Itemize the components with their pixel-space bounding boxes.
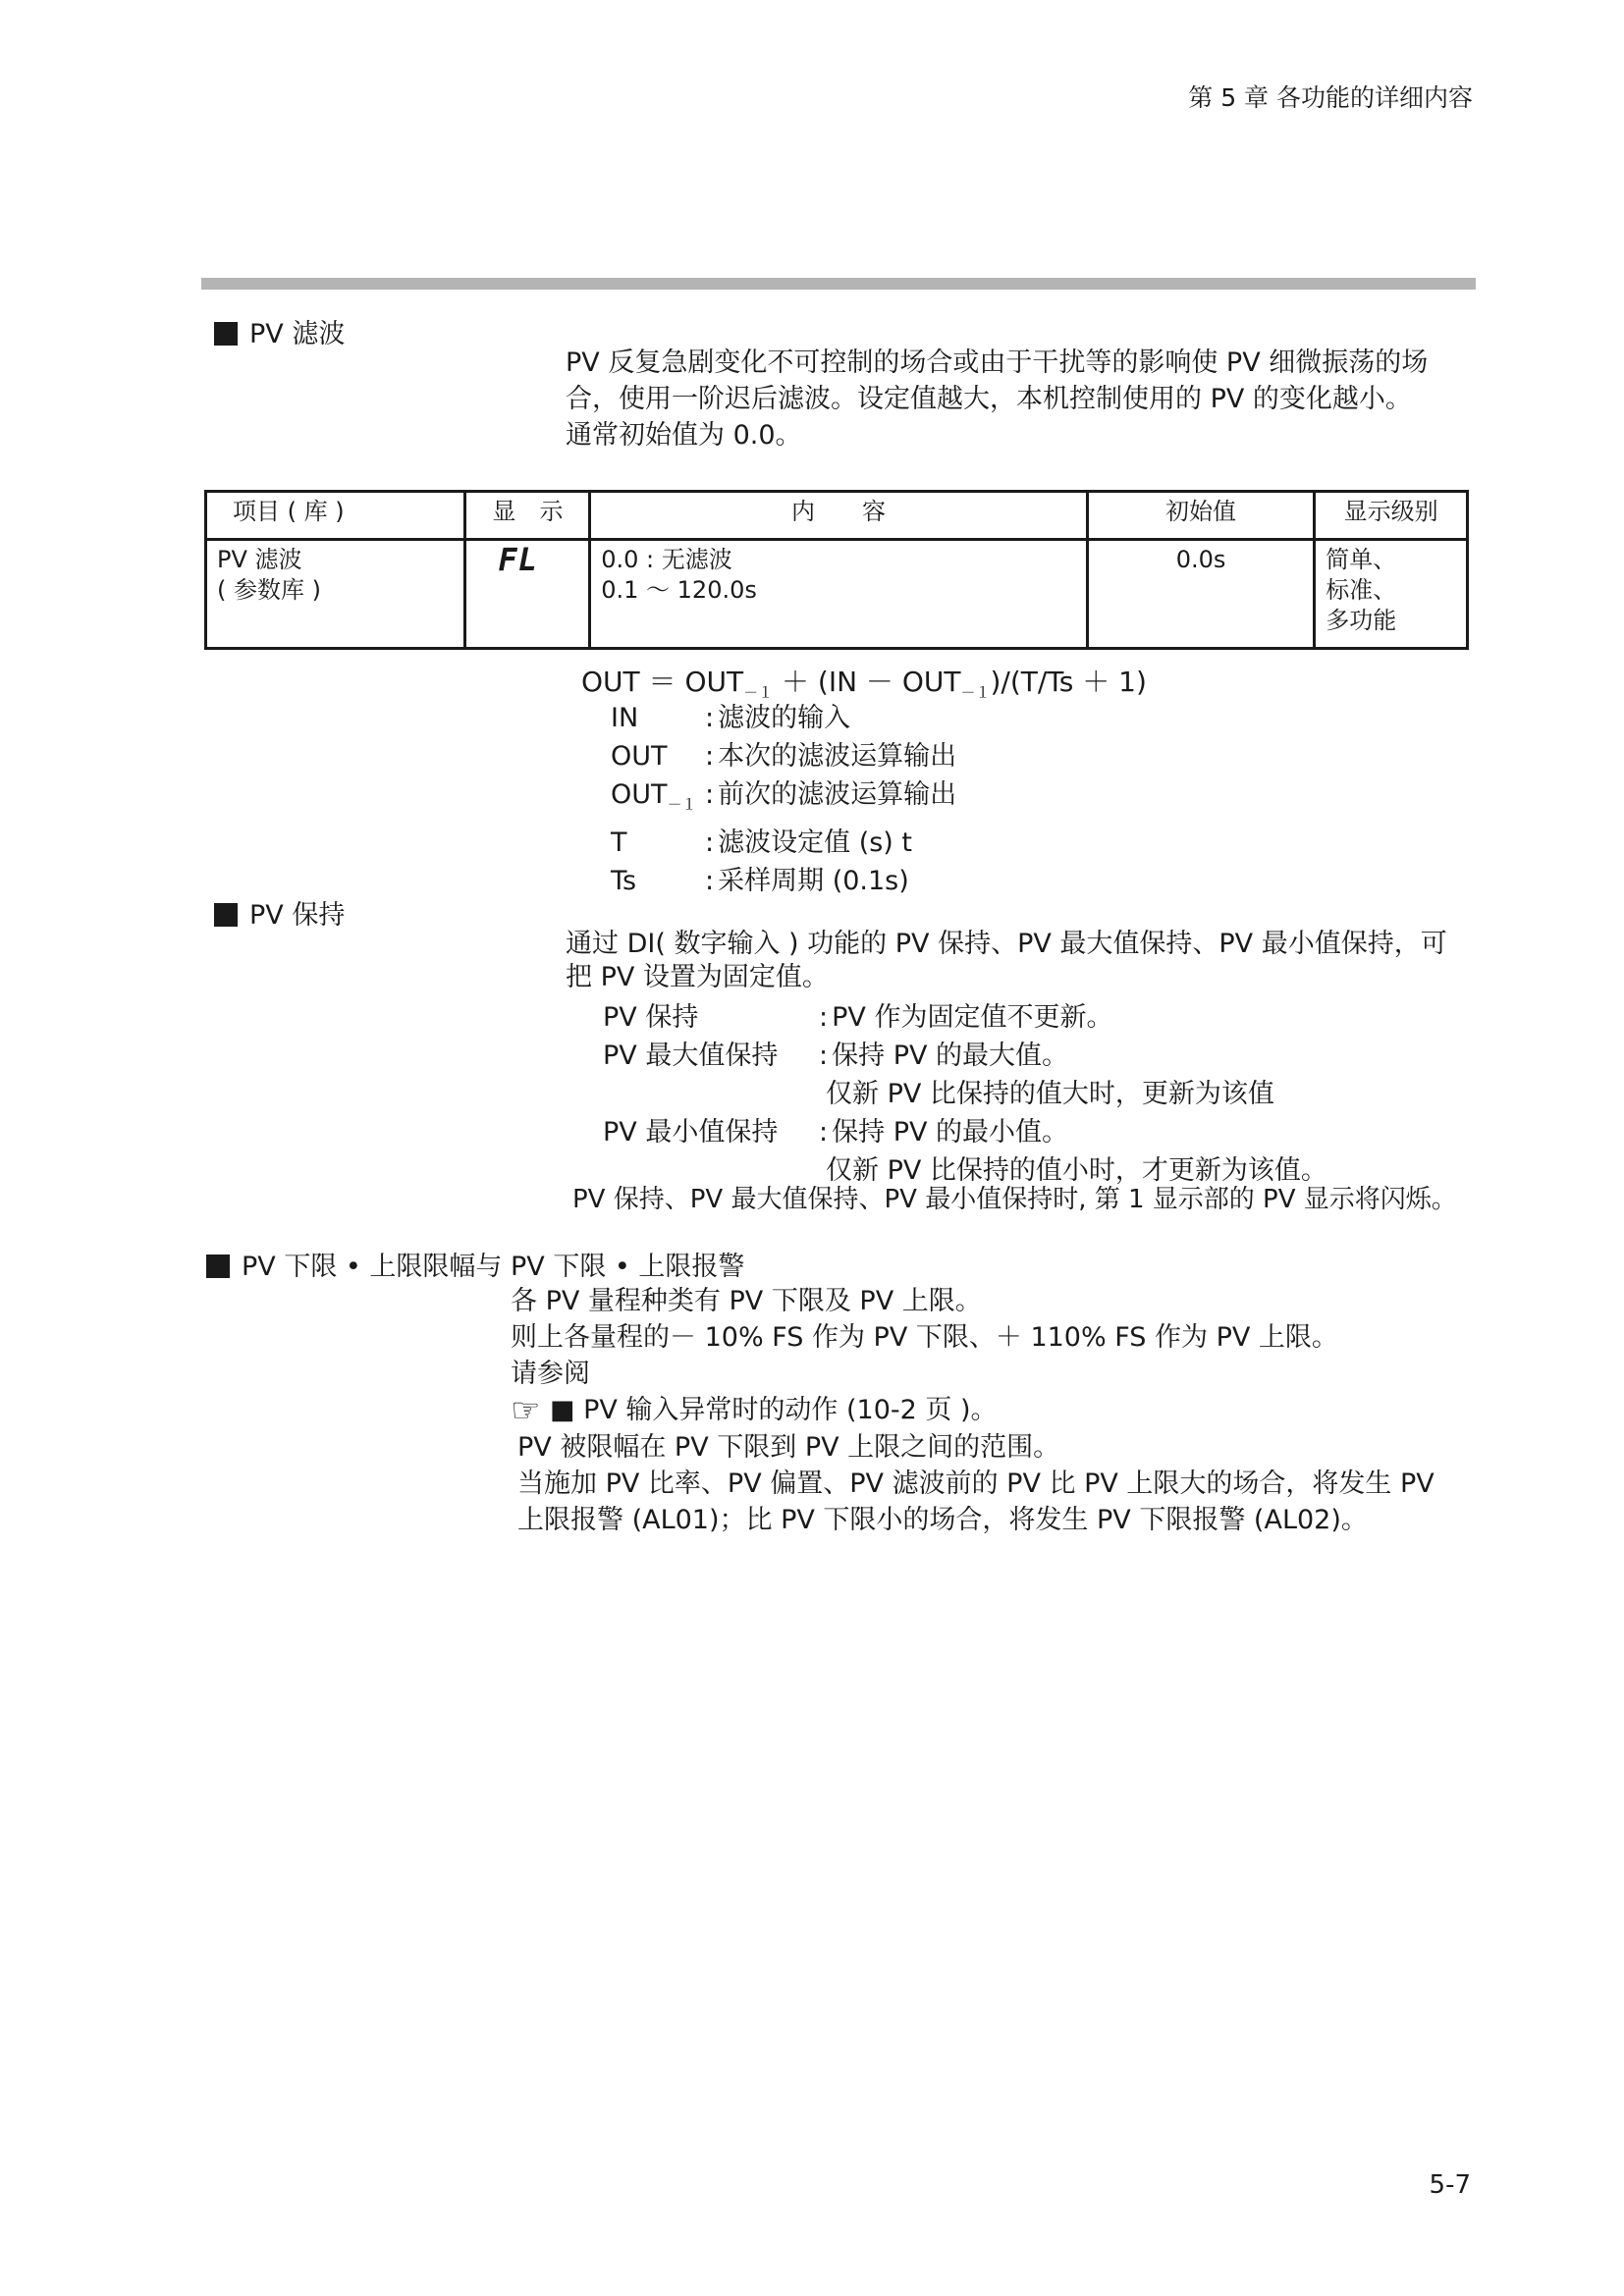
list-item: PV 最小值保持 : 保持 PV 的最小值。 — [603, 1117, 1069, 1148]
section-heading-pv-limit: PV 下限 • 上限限幅与 PV 下限 • 上限报警 — [206, 1245, 744, 1283]
list-item: PV 保持 : PV 作为固定值不更新。 — [603, 1002, 1113, 1033]
header-content: 内 容 — [590, 492, 1088, 540]
header-item: 项目 ( 库 ) — [206, 492, 465, 540]
cell-item: PV 滤波 ( 参数库 ) — [206, 540, 465, 649]
header-display: 显 示 — [465, 492, 590, 540]
cross-reference: ☞ ■ PV 输入异常时的动作 (10-2 页 )。 — [511, 1391, 998, 1430]
header-initial: 初始值 — [1087, 492, 1314, 540]
pv-filter-intro: PV 反复急剧变化不可控制的场合或由于干扰等的影响使 PV 细微振荡的场 合，使用一阶迟后滤波。设定值越大，本机控制使用的 PV 的变化越小。 通常初始值为 0.0。 — [566, 347, 1429, 451]
definition-row: T : 滤波设定值 (s) t — [611, 828, 912, 859]
pointing-hand-icon: ☞ — [511, 1391, 541, 1430]
definition-row: IN : 滤波的输入 — [611, 703, 851, 733]
list-item: PV 最大值保持 : 保持 PV 的最大值。 — [603, 1041, 1069, 1071]
page-number: 5-7 — [1429, 2170, 1471, 2200]
section-heading-pv-filter: PV 滤波 — [214, 312, 345, 350]
section-heading-pv-hold: PV 保持 — [214, 893, 345, 932]
table-header-row — [206, 492, 1468, 540]
section-divider — [201, 278, 1476, 290]
pv-limit-text: 各 PV 量程种类有 PV 下限及 PV 上限。 则上各量程的－ 10% FS 作为 PV 下限、＋ 110% FS 作为 PV 上限。 请参阅 ☞ ■ PV 输入异常时的动作 (10-2 页 )。 PV 被限幅在 PV 下限到 PV 上限之间的范围。 当施加 PV 比率、PV 偏置、PV 滤波前的 PV 比 PV 上限大的场合，将发生 PV 上限报警 (AL01)；比 PV 下限小的场合，将发生 PV 下限报警 (AL02)。 — [511, 1286, 1435, 1535]
square-bullet-icon — [206, 1255, 230, 1278]
pv-hold-note: PV 保持、PV 最大值保持、PV 最小值保持时, 第 1 显示部的 PV 显示将闪烁。 — [572, 1185, 1457, 1214]
definition-row: $OUT_{-1}$ : 前次的滤波运算输出 — [611, 779, 957, 814]
pv-filter-table — [204, 490, 1469, 650]
pv-hold-intro: 通过 DI( 数字输入 ) 功能的 PV 保持、PV 最大值保持、PV 最小值保持，可 把 PV 设置为固定值。 — [566, 929, 1447, 992]
header-level: 显示级别 — [1315, 492, 1468, 540]
cell-level: 简单、 标准、 多功能 — [1315, 540, 1468, 649]
table-row — [206, 540, 1468, 649]
square-bullet-icon — [214, 322, 238, 346]
formula-definitions — [611, 699, 956, 900]
square-bullet-icon — [214, 903, 238, 927]
pv-hold-items: PV 保持 : PV 作为固定值不更新。 PV 最大值保持 : 保持 PV 的最大值。 仅新 PV 比保持的值大时，更新为该值 PV 最小值保持 : 保持 PV 的最小值。 仅新 PV 比保持的值小时，才更新为该值。 — [603, 998, 1327, 1190]
cell-content: 0.0 : 无滤波 0.1 ～ 120.0s — [590, 540, 1088, 649]
chapter-header: 第 5 章 各功能的详细内容 — [1188, 83, 1473, 112]
filter-formula: OUT ＝ $OUT_{-1} + (IN - OUT_{-1})/(T/Ts + 1)$ — [581, 666, 1147, 702]
cell-initial: 0.0s — [1087, 540, 1314, 649]
lcd-display-code: FL — [498, 541, 538, 578]
definition-row: OUT : 本次的滤波运算输出 — [611, 741, 957, 772]
definition-row: Ts : 采样周期 (0.1s) — [611, 866, 909, 897]
cell-display — [465, 540, 590, 649]
